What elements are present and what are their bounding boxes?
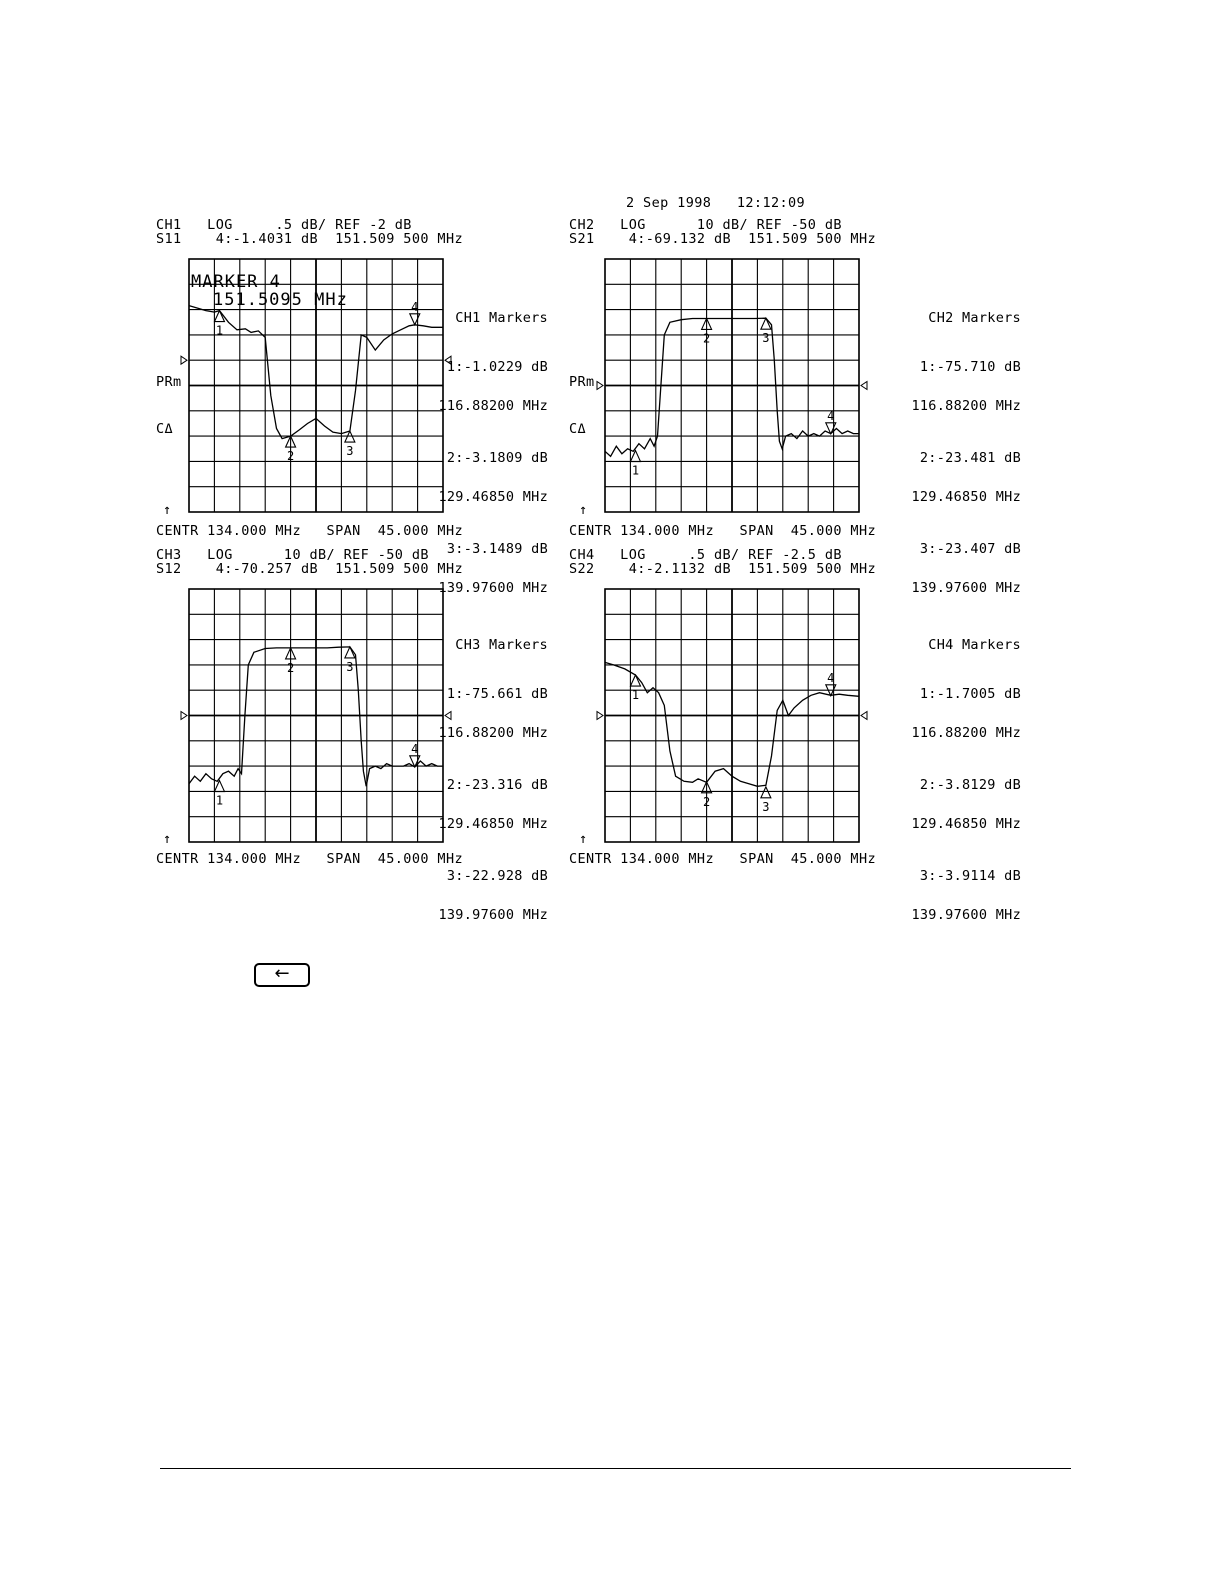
ch2-marker1-freq: 116.88200 MHz	[911, 398, 1021, 414]
marker-1	[214, 781, 224, 808]
grid	[605, 589, 859, 842]
ch1-marker1-freq: 116.88200 MHz	[438, 398, 548, 414]
ch3-markers-table	[438, 613, 548, 948]
ch1-marker-overlay-title: MARKER 4	[191, 272, 281, 292]
ref-arrow-left	[597, 712, 603, 720]
marker-number: 2	[286, 449, 295, 464]
ch2-plot	[605, 259, 859, 512]
marker-triangle	[630, 675, 640, 686]
ch3-header-line2: S12 4:-70.257 dB 151.509 500 MHz	[156, 561, 463, 577]
marker-1	[630, 451, 640, 478]
ch4-markers-title: CH4 Markers	[928, 637, 1021, 653]
marker-number: 3	[346, 659, 354, 674]
timestamp: 2 Sep 1998 12:12:09	[626, 195, 806, 211]
marker-number: 1	[215, 323, 224, 338]
ch1-marker2-value: 2:-3.1809 dB	[446, 450, 548, 466]
ch1-markers-title: CH1 Markers	[455, 310, 548, 326]
ch2-marker1-value: 1:-75.710 dB	[919, 359, 1021, 375]
backspace-key-icon	[254, 963, 310, 987]
ref-arrow-right	[861, 712, 867, 720]
marker-triangle	[214, 781, 224, 792]
ch2-footer: CENTR 134.000 MHz SPAN 45.000 MHz	[569, 523, 876, 539]
marker-number: 4	[411, 741, 419, 756]
marker-4	[410, 300, 420, 325]
ch3-header-line1: CH3 LOG 10 dB/ REF -50 dB	[156, 547, 429, 563]
ch2-up-arrow: ↑	[579, 502, 588, 518]
marker-number: 4	[411, 299, 419, 314]
ch4-footer: CENTR 134.000 MHz SPAN 45.000 MHz	[569, 851, 876, 867]
ch1-footer: CENTR 134.000 MHz SPAN 45.000 MHz	[156, 523, 463, 539]
ch3-marker1-freq: 116.88200 MHz	[438, 725, 548, 741]
ch1-left-label-prm: PRm	[156, 374, 182, 390]
ch2-marker2-value: 2:-23.481 dB	[919, 450, 1021, 466]
ch4-up-arrow: ↑	[579, 831, 588, 847]
ch4-header-line1: CH4 LOG .5 dB/ REF -2.5 dB	[569, 547, 842, 563]
ch1-marker1-value: 1:-1.0229 dB	[446, 359, 548, 375]
ch3-footer: CENTR 134.000 MHz SPAN 45.000 MHz	[156, 851, 463, 867]
ch3-marker3-value: 3:-22.928 dB	[446, 868, 548, 884]
ch1-header-line2: S11 4:-1.4031 dB 151.509 500 MHz	[156, 231, 463, 247]
ch4-header-line2: S22 4:-2.1132 dB 151.509 500 MHz	[569, 561, 876, 577]
grid	[189, 589, 443, 842]
ch1-header-line1: CH1 LOG .5 dB/ REF -2 dB	[156, 217, 412, 233]
left-arrow-icon: ←	[274, 963, 290, 984]
ch3-marker3-freq: 139.97600 MHz	[438, 907, 548, 923]
ref-arrow-left	[597, 382, 603, 390]
ch4-marker3-value: 3:-3.9114 dB	[919, 868, 1021, 884]
ch2-left-label-prm: PRm	[569, 374, 595, 390]
marker-number: 1	[631, 688, 640, 703]
marker-triangle	[630, 451, 640, 462]
ch4-marker1-value: 1:-1.7005 dB	[919, 686, 1021, 702]
marker-number: 2	[702, 331, 711, 346]
ref-arrow-right	[861, 382, 867, 390]
ch4-plot	[605, 589, 859, 842]
ch3-marker2-freq: 129.46850 MHz	[438, 816, 548, 832]
ch1-left-label-cdelta: CΔ	[156, 421, 174, 437]
ch3-up-arrow: ↑	[163, 831, 172, 847]
marker-number: 4	[827, 408, 835, 423]
ch2-markers-title: CH2 Markers	[928, 310, 1021, 326]
ch2-marker3-freq: 139.97600 MHz	[911, 580, 1021, 596]
marker-number: 2	[702, 794, 711, 809]
ch4-marker2-freq: 129.46850 MHz	[911, 816, 1021, 832]
ch4-marker3-freq: 139.97600 MHz	[911, 907, 1021, 923]
ch1-marker-overlay-freq: 151.5095 MHz	[213, 290, 348, 310]
marker-number: 3	[346, 444, 354, 459]
grid	[605, 259, 859, 512]
ch4-marker1-freq: 116.88200 MHz	[911, 725, 1021, 741]
ch4-markers-table	[911, 613, 1021, 948]
marker-number: 1	[215, 793, 224, 808]
ch1-marker2-freq: 129.46850 MHz	[438, 489, 548, 505]
ref-arrow-left	[181, 712, 187, 720]
footer-rule	[160, 1468, 1071, 1469]
marker-number: 3	[762, 799, 770, 814]
ch3-marker1-value: 1:-75.661 dB	[446, 686, 548, 702]
ch3-marker2-value: 2:-23.316 dB	[446, 777, 548, 793]
ch2-markers-table	[911, 286, 1021, 621]
marker-4	[826, 671, 836, 696]
ch2-marker3-value: 3:-23.407 dB	[919, 541, 1021, 557]
ch2-header-line1: CH2 LOG 10 dB/ REF -50 dB	[569, 217, 842, 233]
ch1-marker3-value: 3:-3.1489 dB	[446, 541, 548, 557]
ch3-plot	[189, 589, 443, 842]
marker-triangle	[410, 314, 420, 325]
marker-number: 3	[762, 331, 770, 346]
marker-3	[345, 431, 355, 458]
ref-arrow-left	[181, 356, 187, 364]
marker-number: 1	[631, 463, 640, 478]
ch2-header-line2: S21 4:-69.132 dB 151.509 500 MHz	[569, 231, 876, 247]
ch1-up-arrow: ↑	[163, 502, 172, 518]
ch4-marker2-value: 2:-3.8129 dB	[919, 777, 1021, 793]
marker-number: 2	[286, 660, 295, 675]
ch3-markers-title: CH3 Markers	[455, 637, 548, 653]
marker-triangle	[761, 318, 771, 329]
ch1-marker3-freq: 139.97600 MHz	[438, 580, 548, 596]
marker-number: 4	[827, 670, 835, 685]
ch2-marker2-freq: 129.46850 MHz	[911, 489, 1021, 505]
ch2-left-label-cdelta: CΔ	[569, 421, 587, 437]
marker-triangle	[761, 787, 771, 798]
